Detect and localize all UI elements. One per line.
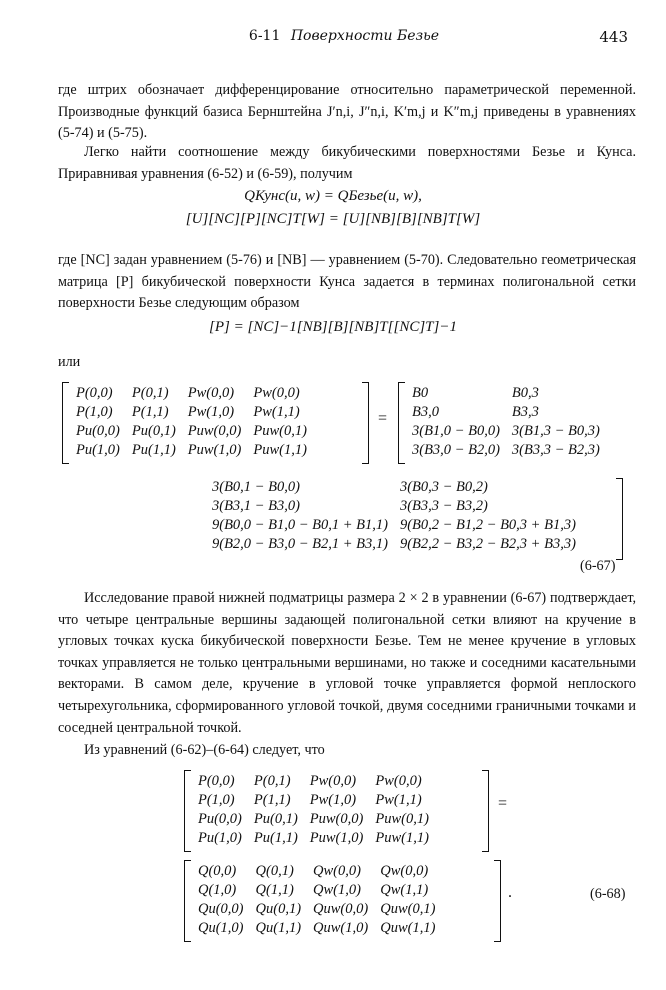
matrix-q-cell: Qu(0,1) [255,901,302,917]
matrix-q-cell: Qw(0,0) [313,863,361,879]
matrix-b-right-cell: 3(B3,1 − B3,0) [212,498,300,514]
matrix-p-cell: Pu(0,1) [131,423,176,439]
matrix-p-second-cell: P(1,1) [253,792,291,808]
matrix-p-cell: Pw(0,0) [187,385,235,401]
matrix-b-right-cell: 3(B0,1 − B0,0) [212,479,300,495]
matrix-p-second-row [198,810,441,829]
matrix-b-left-row [412,384,612,403]
matrix-b-left-bracket [398,382,405,464]
matrix-q-cell: Quw(0,0) [313,901,369,917]
matrix-p-cell: P(0,1) [131,385,169,401]
header-section-number: 6-11 [248,28,281,44]
matrix-q-cell: Qw(0,0) [380,863,429,879]
matrix-p-row [76,441,319,460]
matrix-p-second-row [198,772,441,791]
matrix-q-cell: Quw(0,1) [380,901,436,917]
matrix-p-second-cell: Pw(0,0) [375,773,422,789]
matrix-q-right-bracket [494,860,501,942]
matrix-b-right-cell: 9(B2,0 − B3,0 − B2,1 + B3,1) [212,536,388,552]
matrix-q-cell: Quw(1,1) [380,920,436,936]
matrix-p-second-cell: Pw(1,1) [375,792,422,808]
matrix-q-cell: Q(1,1) [255,882,294,898]
matrix-p [76,384,319,460]
matrix-p-row [76,403,319,422]
matrix-p-cell: P(1,1) [131,404,169,420]
matrix-p-second-cell: Puw(0,1) [375,811,429,827]
matrix-q-cell: Quw(1,0) [313,920,369,936]
matrix-p-cell: Puw(1,0) [187,442,242,458]
matrix-p-second-cell: P(0,0) [198,773,235,789]
matrix-b-right-row [212,497,588,516]
matrix-b-left-cell: 3(B3,0 − B2,0) [412,442,500,458]
matrix-b-left [412,384,612,460]
matrix-p-cell: Pw(1,1) [253,404,300,420]
matrix-q-cell: Q(1,0) [198,882,237,898]
matrix-q-cell: Qw(1,0) [313,882,361,898]
matrix-q-cell: Q(0,0) [198,863,237,879]
matrix-p-cell: Puw(0,1) [253,423,307,439]
equation-number-6-67: (6-67) [580,558,616,574]
header-section-title: Поверхности Безье [290,28,440,44]
equals-sign: = [378,410,388,427]
matrix-p-cell: Pw(1,0) [187,404,235,420]
matrix-p-left-bracket [62,382,69,464]
matrix-b-left-row [412,441,612,460]
matrix-q-cell: Q(0,1) [255,863,294,879]
matrix-p2-right-bracket [482,770,489,852]
matrix-b-left-row [412,422,612,441]
matrix-p-cell: Puw(0,0) [187,423,242,439]
matrix-p-cell: Pw(0,0) [253,385,300,401]
matrix-p-cell: Pu(1,0) [76,442,120,458]
matrix-p-second-cell: Pu(1,0) [198,830,242,846]
matrix-q-row [198,881,447,900]
matrix-b-left-cell: B3,0 [412,404,439,420]
matrix-p-cell: Puw(1,1) [253,442,307,458]
matrix-p-row [76,422,319,441]
matrix-p-cell: Pu(1,1) [131,442,176,458]
header-title-line [60,28,628,44]
paragraph-3: где [NC] задан уравнением (5-76) и [NB] — уравнением (5-70). Следовательно геометрическая матрица [P] бикубической поверхности Кунса задается в терминах полигональной сетки поверхности Безье следующим образом [58,252,636,312]
matrix-p-row [76,384,319,403]
matrix-p-second-cell: P(0,1) [253,773,291,789]
equation-matrix-form: [U][NC][P][NC]T[W] = [U][NB][B][NB]T[W] [185,211,481,227]
running-header [60,28,628,52]
matrix-p-cell: P(0,0) [76,385,113,401]
matrix-b-right-cell: 9(B0,2 − B1,2 − B0,3 + B1,3) [399,517,576,533]
matrix-q-cell: Qu(1,1) [255,920,302,936]
matrix-b-right-row [212,516,588,535]
matrix-b-left-cell: 3(B1,0 − B0,0) [412,423,500,439]
matrix-p-second-cell: Puw(1,1) [375,830,429,846]
matrix-p-right-bracket [362,382,369,464]
matrix-b-left-cell: B3,3 [511,404,539,420]
matrix-b-right-cell: 9(B2,2 − B3,2 − B2,3 + B3,3) [399,536,576,552]
matrix-b-right-row [212,535,588,554]
matrix-p-second-cell: Pu(0,1) [253,811,298,827]
matrix-q-row [198,900,447,919]
matrix-q-row [198,919,447,938]
matrix-p-second-cell: Puw(0,0) [309,811,364,827]
matrix-b-right-cell: 9(B0,0 − B1,0 − B0,1 + B1,1) [212,517,388,533]
matrix-q-cell: Qw(1,1) [380,882,429,898]
or-word: или [58,354,81,370]
equation-kuns-bezier: QКунс(u, w) = QБезье(u, w), [244,188,422,204]
matrix-p-second-cell: P(1,0) [198,792,235,808]
matrix-b-left-row [412,403,612,422]
equals-sign-2: = [498,795,508,812]
matrix-p-cell: P(1,0) [76,404,113,420]
matrix-b-right-bracket [616,478,623,560]
matrix-q-cell: Qu(0,0) [198,901,244,917]
matrix-p-second-cell: Pw(0,0) [309,773,357,789]
matrix-b-left-cell: 3(B1,3 − B0,3) [511,423,600,439]
matrix-p-second-row [198,791,441,810]
equation-number-6-68: (6-68) [590,886,626,902]
matrix-b-left-cell: 3(B3,3 − B2,3) [511,442,600,458]
matrix-b-right [212,478,588,554]
matrix-q-row [198,862,447,881]
matrix-p2-left-bracket [184,770,191,852]
matrix-b-left-cell: B0,3 [511,385,539,401]
equation-p-matrix: [P] = [NC]−1[NB][B][NB]T[[NC]T]−1 [209,319,457,335]
matrix-b-right-cell: 3(B0,3 − B0,2) [399,479,488,495]
page-number: 443 [599,28,628,46]
matrix-b-right-row [212,478,588,497]
matrix-b-left-cell: B0 [412,385,429,401]
matrix-q [198,862,447,938]
matrix-b-right-cell: 3(B3,3 − B3,2) [399,498,488,514]
matrix-p-second-cell: Puw(1,0) [309,830,364,846]
paragraph-1: где штрих обозначает дифференцирование относительно параметрической переменной. Производные функций базиса Бернштейна J′n,i, J″n,i, K′m,j и K″m,j приведены в уравнениях (5-74) и (5-75). [58,82,636,142]
matrix-q-cell: Qu(1,0) [198,920,244,936]
matrix-p-second-row [198,829,441,848]
matrix-p-second-cell: Pw(1,0) [309,792,357,808]
paragraph-2: Легко найти соотношение между бикубическими поверхностями Безье и Кунса. Приравнивая уравнения (6-52) и (6-59), получим [58,144,636,182]
period-sign: . [508,884,512,901]
matrix-p-second-cell: Pu(1,1) [253,830,298,846]
paragraph-5: Из уравнений (6-62)–(6-64) следует, что [84,742,325,758]
paragraph-4: Исследование правой нижней подматрицы размера 2 × 2 в уравнении (6-67) подтверждает, что четыре центральные вершины задающей полигональной сетки влияют на кручение в угловых точках куска бикубической поверхности Безье. Тем не менее кручение в угловых точках управляется не только центральными вершинами, но также и соседними касательными векторами. В самом деле, кручение в угловой точке управляется формой неплоского четырехугольника, сформированного угловой точкой, двумя соседними граничными точками и соседней центральной точкой. [58,590,636,736]
matrix-q-left-bracket [184,860,191,942]
matrix-p-cell: Pu(0,0) [76,423,120,439]
matrix-p-second-cell: Pu(0,0) [198,811,242,827]
matrix-p-second [198,772,441,848]
